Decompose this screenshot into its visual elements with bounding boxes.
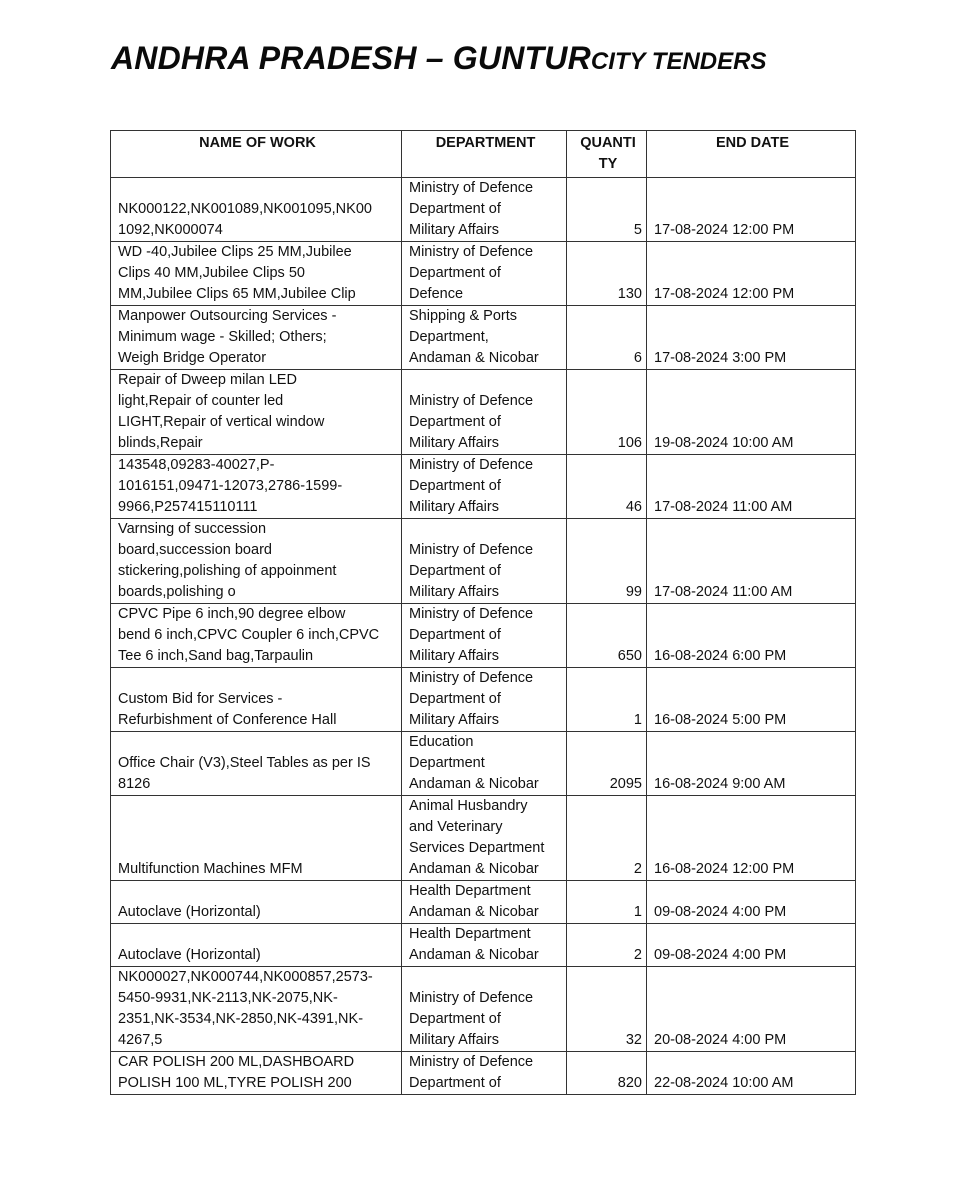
cell-end-date: 17-08-2024 3:00 PM [647,306,856,370]
cell-quantity: 99 [567,519,647,604]
table-row [111,967,856,1052]
table-body [111,178,856,1095]
title-sub: CITY TENDERS [590,48,767,75]
cell-name-of-work: Repair of Dweep milan LED light,Repair of counter led LIGHT,Repair of vertical window blinds,Repair [111,370,402,455]
table-row [111,306,856,370]
cell-quantity: 2095 [567,732,647,796]
cell-name-of-work: 143548,09283-40027,P- 1016151,09471-12073,2786-1599- 9966,P257415110111 [111,455,402,519]
cell-department: Ministry of Defence Department of Defence [402,242,567,306]
table-row [111,178,856,242]
cell-department: Education Department Andaman & Nicobar [402,732,567,796]
cell-name-of-work: NK000027,NK000744,NK000857,2573- 5450-9931,NK-2113,NK-2075,NK- 2351,NK-3534,NK-2850,NK-4391,NK- 4267,5 [111,967,402,1052]
cell-name-of-work: CAR POLISH 200 ML,DASHBOARD POLISH 100 ML,TYRE POLISH 200 [111,1052,402,1095]
cell-end-date: 20-08-2024 4:00 PM [647,967,856,1052]
cell-department: Ministry of Defence Department of [402,1052,567,1095]
cell-department: Shipping & Ports Department, Andaman & Nicobar [402,306,567,370]
cell-name-of-work: Autoclave (Horizontal) [111,881,402,924]
cell-department: Health Department Andaman & Nicobar [402,924,567,967]
header-name-of-work: NAME OF WORK [111,131,402,178]
cell-end-date: 16-08-2024 9:00 AM [647,732,856,796]
page-title [111,40,766,77]
cell-name-of-work: CPVC Pipe 6 inch,90 degree elbow bend 6 inch,CPVC Coupler 6 inch,CPVC Tee 6 inch,Sand bag,Tarpaulin [111,604,402,668]
cell-quantity: 5 [567,178,647,242]
table-row [111,732,856,796]
cell-department: Ministry of Defence Department of Military Affairs [402,604,567,668]
cell-name-of-work: Multifunction Machines MFM [111,796,402,881]
table-row [111,1052,856,1095]
cell-name-of-work: Manpower Outsourcing Services - Minimum wage - Skilled; Others; Weigh Bridge Operator [111,306,402,370]
cell-department: Ministry of Defence Department of Military Affairs [402,455,567,519]
header-row [111,131,856,178]
cell-department: Ministry of Defence Department of Military Affairs [402,668,567,732]
cell-end-date: 16-08-2024 5:00 PM [647,668,856,732]
header-department: DEPARTMENT [402,131,567,178]
cell-quantity: 1 [567,881,647,924]
cell-end-date: 22-08-2024 10:00 AM [647,1052,856,1095]
table-row [111,924,856,967]
table-row [111,370,856,455]
cell-department: Ministry of Defence Department of Military Affairs [402,519,567,604]
tenders-table [110,130,856,1095]
cell-end-date: 16-08-2024 6:00 PM [647,604,856,668]
cell-end-date: 17-08-2024 12:00 PM [647,242,856,306]
cell-end-date: 19-08-2024 10:00 AM [647,370,856,455]
table-row [111,668,856,732]
cell-quantity: 130 [567,242,647,306]
cell-department: Health Department Andaman & Nicobar [402,881,567,924]
cell-quantity: 2 [567,924,647,967]
cell-quantity: 2 [567,796,647,881]
table-row [111,455,856,519]
cell-name-of-work: NK000122,NK001089,NK001095,NK00 1092,NK000074 [111,178,402,242]
header-quantity: QUANTI TY [567,131,647,178]
cell-end-date: 09-08-2024 4:00 PM [647,881,856,924]
cell-quantity: 106 [567,370,647,455]
cell-name-of-work: Custom Bid for Services - Refurbishment of Conference Hall [111,668,402,732]
cell-quantity: 6 [567,306,647,370]
header-end-date: END DATE [647,131,856,178]
cell-end-date: 09-08-2024 4:00 PM [647,924,856,967]
cell-end-date: 17-08-2024 11:00 AM [647,455,856,519]
cell-end-date: 17-08-2024 11:00 AM [647,519,856,604]
cell-department: Ministry of Defence Department of Military Affairs [402,370,567,455]
cell-quantity: 1 [567,668,647,732]
cell-name-of-work: Varnsing of succession board,succession board stickering,polishing of appoinment boards,polishing o [111,519,402,604]
cell-name-of-work: Autoclave (Horizontal) [111,924,402,967]
cell-quantity: 820 [567,1052,647,1095]
table-row [111,242,856,306]
cell-quantity: 32 [567,967,647,1052]
cell-quantity: 650 [567,604,647,668]
title-main: ANDHRA PRADESH – GUNTUR [111,40,591,76]
cell-quantity: 46 [567,455,647,519]
cell-name-of-work: Office Chair (V3),Steel Tables as per IS 8126 [111,732,402,796]
cell-department: Animal Husbandry and Veterinary Services Department Andaman & Nicobar [402,796,567,881]
table-row [111,604,856,668]
cell-end-date: 17-08-2024 12:00 PM [647,178,856,242]
cell-end-date: 16-08-2024 12:00 PM [647,796,856,881]
table-row [111,519,856,604]
cell-name-of-work: WD -40,Jubilee Clips 25 MM,Jubilee Clips 40 MM,Jubilee Clips 50 MM,Jubilee Clips 65 MM,Jubilee Clip [111,242,402,306]
cell-department: Ministry of Defence Department of Military Affairs [402,967,567,1052]
table-header [111,131,856,178]
table-row [111,796,856,881]
cell-department: Ministry of Defence Department of Military Affairs [402,178,567,242]
table-row [111,881,856,924]
